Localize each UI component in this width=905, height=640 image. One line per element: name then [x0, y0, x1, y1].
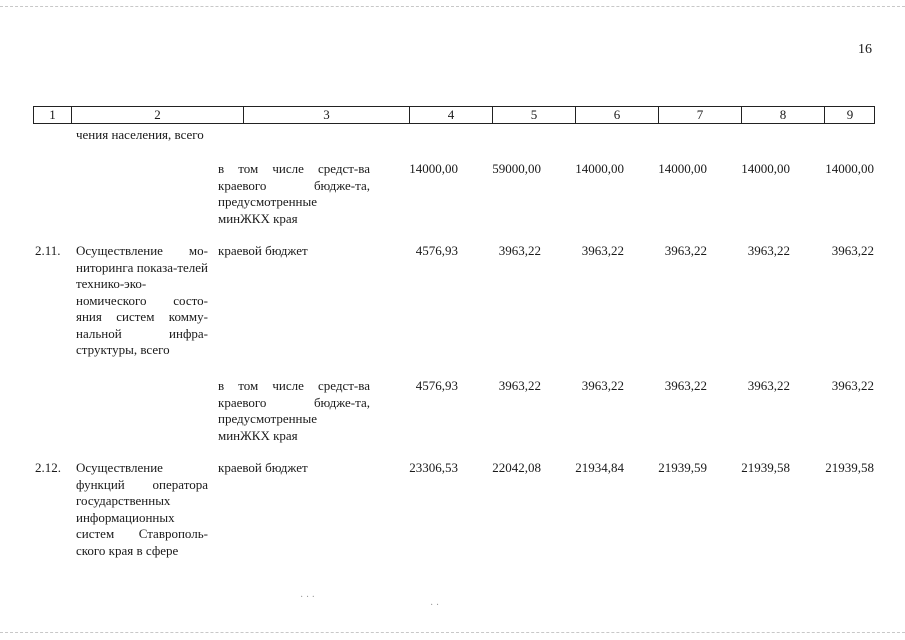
scan-edge-top — [0, 6, 905, 8]
funding-source: в том числе средст-ва краевого бюдже-та, предусмотренные минЖКХ края — [218, 161, 370, 226]
value-col-4: 14000,00 — [409, 161, 458, 176]
value-col-6: 14000,00 — [575, 161, 624, 176]
page-number: 16 — [858, 42, 872, 57]
header-col-3: 3 — [244, 107, 410, 123]
value-col-9: 14000,00 — [825, 161, 874, 176]
value-col-4: 4576,93 — [415, 243, 458, 258]
row-number: 2.12. — [35, 460, 61, 475]
funding-source: краевой бюджет — [218, 460, 308, 475]
header-col-8: 8 — [742, 107, 825, 123]
value-col-9: 21939,58 — [825, 460, 874, 475]
header-col-2: 2 — [72, 107, 244, 123]
row-name: чения населения, всего — [76, 127, 204, 142]
row-name: Осуществление функций оператора государственных информационных систем Ставрополь-ского края в сфере — [76, 460, 208, 558]
value-col-5: 59000,00 — [492, 161, 541, 176]
header-col-7: 7 — [659, 107, 742, 123]
scan-speck: · · · — [300, 592, 315, 603]
row-number: 2.11. — [35, 243, 61, 258]
header-col-5: 5 — [493, 107, 576, 123]
funding-source: в том числе средст-ва краевого бюдже-та, предусмотренные минЖКХ края — [218, 378, 370, 443]
value-col-5: 3963,22 — [498, 243, 541, 258]
value-col-4: 4576,93 — [415, 378, 458, 393]
value-col-6: 21934,84 — [575, 460, 624, 475]
funding-source: краевой бюджет — [218, 243, 308, 258]
value-col-8: 14000,00 — [741, 161, 790, 176]
value-col-5: 22042,08 — [492, 460, 541, 475]
scan-speck: · · — [430, 600, 440, 611]
value-col-8: 21939,58 — [741, 460, 790, 475]
value-col-7: 14000,00 — [658, 161, 707, 176]
row-name: Осуществление мо-ниторинга показа-телей технико-эко-номического состо-яния систем комму-нальной инфра-структуры, всего — [76, 243, 208, 357]
value-col-7: 3963,22 — [664, 378, 707, 393]
value-col-9: 3963,22 — [831, 378, 874, 393]
value-col-8: 3963,22 — [747, 378, 790, 393]
header-col-6: 6 — [576, 107, 659, 123]
value-col-7: 3963,22 — [664, 243, 707, 258]
value-col-6: 3963,22 — [581, 378, 624, 393]
header-col-9: 9 — [846, 107, 854, 122]
header-col-4: 4 — [410, 107, 493, 123]
value-col-6: 3963,22 — [581, 243, 624, 258]
value-col-4: 23306,53 — [409, 460, 458, 475]
scan-edge-bottom — [0, 632, 905, 634]
value-col-8: 3963,22 — [747, 243, 790, 258]
value-col-7: 21939,59 — [658, 460, 707, 475]
header-col-1: 1 — [34, 107, 72, 123]
value-col-5: 3963,22 — [498, 378, 541, 393]
value-col-9: 3963,22 — [831, 243, 874, 258]
table-header-row — [33, 106, 875, 124]
